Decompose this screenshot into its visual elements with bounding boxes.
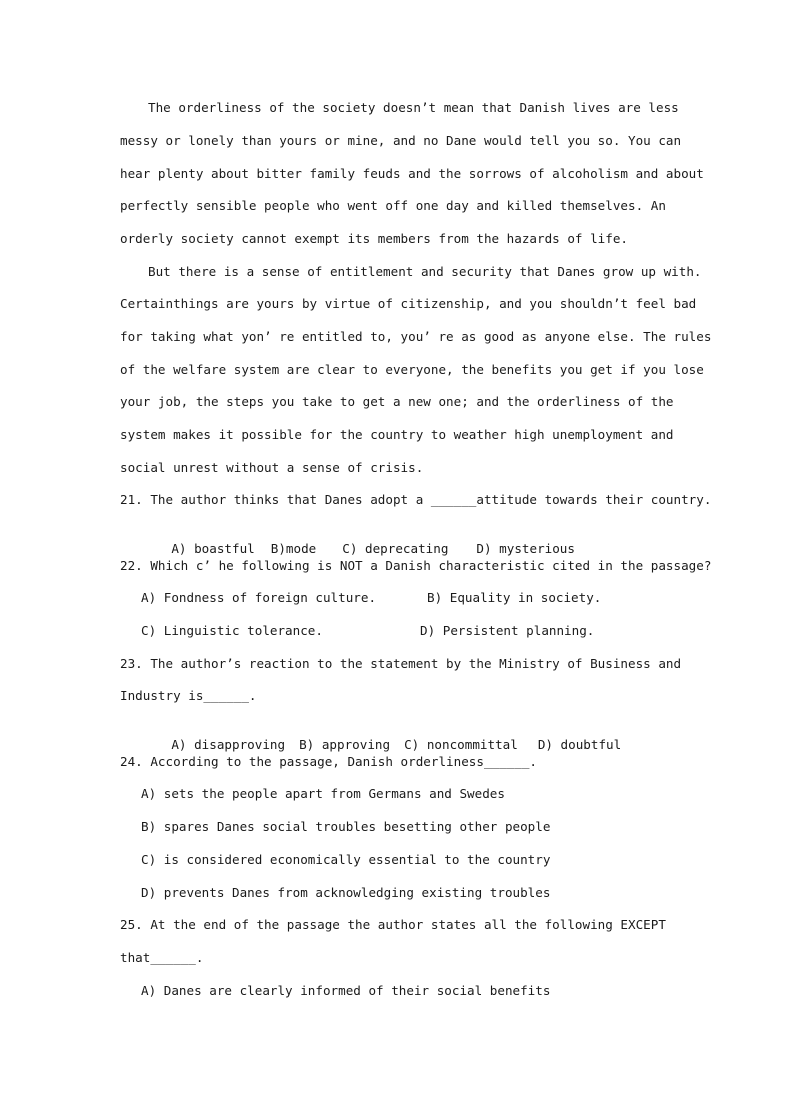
q24-option-d: D) prevents Danes from acknowledging existing troubles: [141, 885, 551, 900]
passage-p1-line-1: The orderliness of the society doesn’t mean that Danish lives are less: [148, 100, 679, 115]
question-25-stem-line-2: that______.: [120, 950, 204, 965]
q22-option-b: B) Equality in society.: [427, 590, 602, 605]
q21-option-d: D) mysterious: [476, 541, 575, 556]
question-23-stem-line-2: Industry is______.: [120, 688, 257, 703]
q21-option-a: A) boastful: [171, 541, 255, 556]
question-21-stem: 21. The author thinks that Danes adopt a ______attitude towards their country.: [120, 492, 712, 507]
q24-option-c: C) is considered economically essential to the country: [141, 852, 551, 867]
q25-option-a: A) Danes are clearly informed of their social benefits: [141, 983, 551, 998]
passage-p1-line-4: perfectly sensible people who went off one day and killed themselves. An: [120, 198, 666, 213]
q22-option-d: D) Persistent planning.: [420, 623, 595, 638]
passage-p2-line-2: Certainthings are yours by virtue of citizenship, and you shouldn’t feel bad: [120, 296, 697, 311]
question-24-stem: 24. According to the passage, Danish orderliness______.: [120, 754, 538, 769]
passage-p2-line-4: of the welfare system are clear to everyone, the benefits you get if you lose: [120, 362, 704, 377]
q23-option-c: C) noncommittal: [404, 737, 518, 752]
q23-option-a: A) disapproving: [171, 737, 286, 752]
q22-option-c: C) Linguistic tolerance.: [141, 623, 323, 638]
passage-p1-line-3: hear plenty about bitter family feuds and the sorrows of alcoholism and about: [120, 166, 704, 181]
q21-option-b: B)mode: [270, 541, 317, 556]
passage-p2-line-5: your job, the steps you take to get a new one; and the orderliness of the: [120, 394, 674, 409]
question-22-stem: 22. Which c’ he following is NOT a Danish characteristic cited in the passage?: [120, 558, 712, 573]
passage-p2-line-6: system makes it possible for the country to weather high unemployment and: [120, 427, 674, 442]
q24-option-a: A) sets the people apart from Germans and Swedes: [141, 786, 505, 801]
passage-p2-line-3: for taking what yon’ re entitled to, you’ re as good as anyone else. The rules: [120, 329, 712, 344]
question-23-stem-line-1: 23. The author’s reaction to the statement by the Ministry of Business and: [120, 656, 682, 671]
passage-p1-line-5: orderly society cannot exempt its members from the hazards of life.: [120, 231, 628, 246]
question-25-stem-line-1: 25. At the end of the passage the author states all the following EXCEPT: [120, 917, 666, 932]
passage-p2-line-7: social unrest without a sense of crisis.: [120, 460, 424, 475]
passage-p1-line-2: messy or lonely than yours or mine, and no Dane would tell you so. You can: [120, 133, 682, 148]
q23-option-b: B) approving: [299, 737, 391, 752]
passage-p2-line-1: But there is a sense of entitlement and security that Danes grow up with.: [148, 264, 702, 279]
q23-option-d: D) doubtful: [537, 737, 622, 752]
q22-option-a: A) Fondness of foreign culture.: [141, 590, 377, 605]
q21-option-c: C) deprecating: [342, 541, 449, 556]
q24-option-b: B) spares Danes social troubles besetting other people: [141, 819, 551, 834]
